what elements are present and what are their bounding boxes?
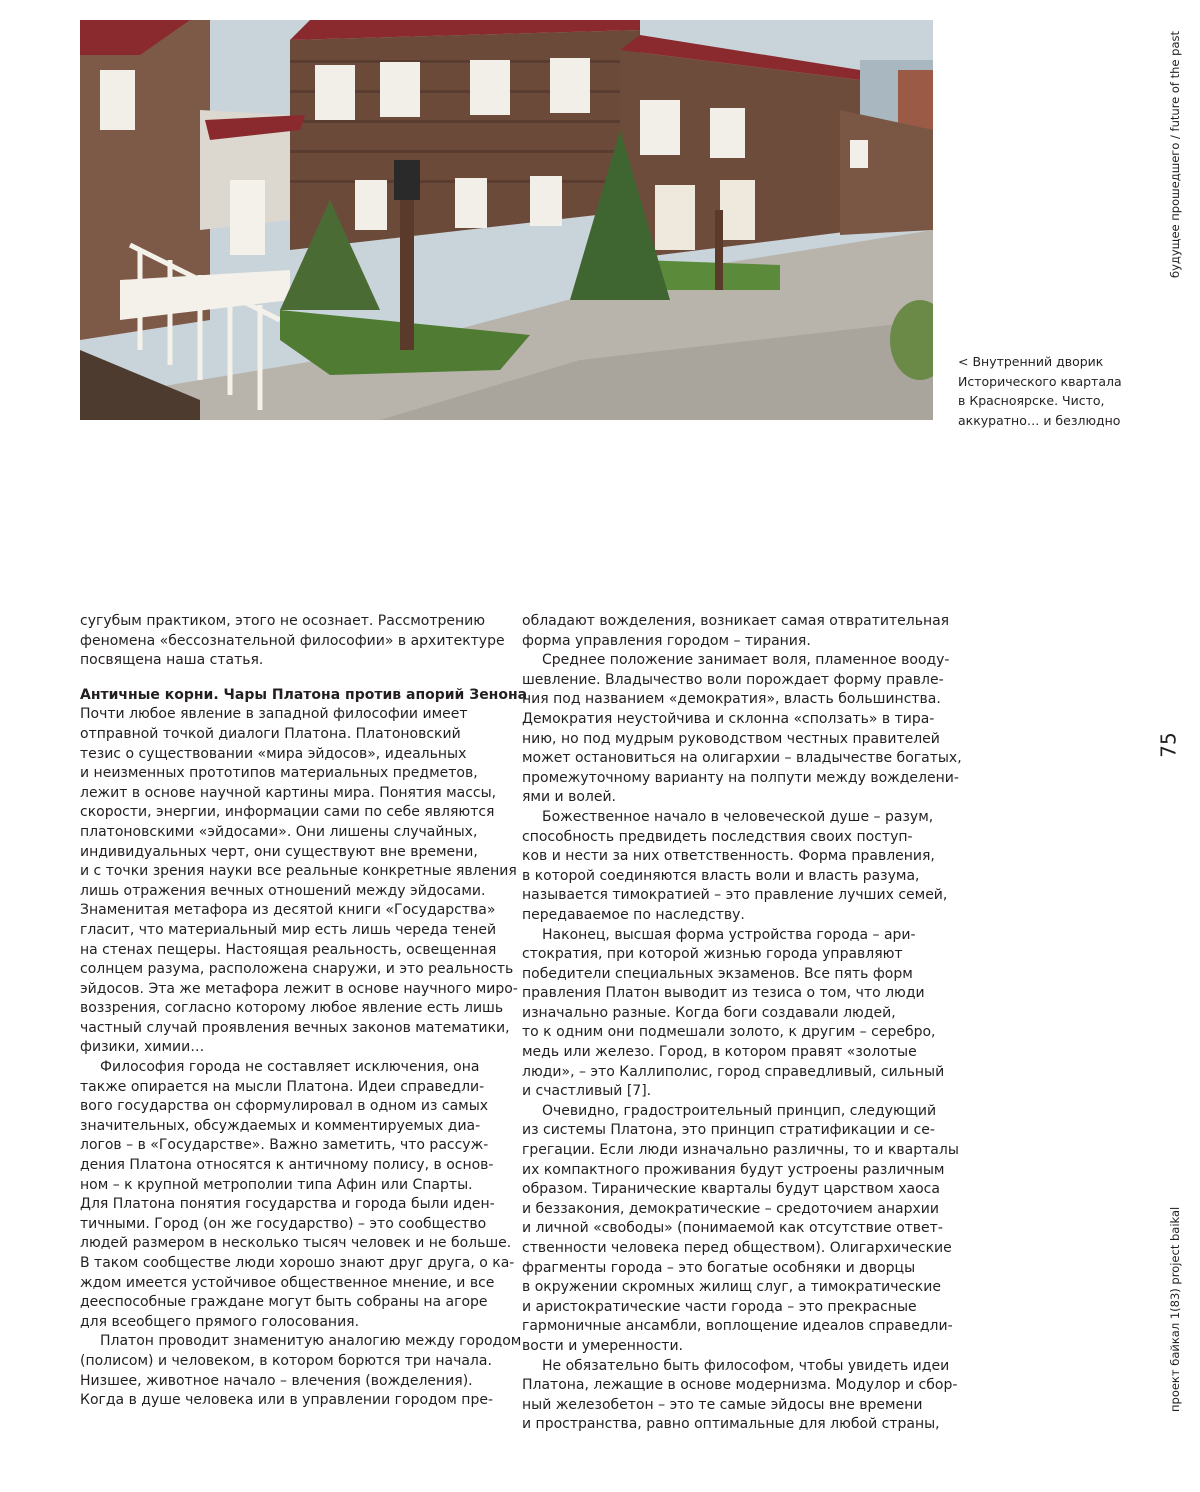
text-line: Почти любое явление в западной философии имеет bbox=[80, 706, 468, 723]
text-line: ственности человека перед обществом). Олигархические bbox=[522, 1240, 952, 1256]
text-line: физики, химии… bbox=[80, 1039, 205, 1056]
text-line: и аристократические части города – это прекрасные bbox=[522, 1298, 917, 1315]
text-line: и беззакония, демократические – средоточием анархии bbox=[522, 1200, 939, 1217]
text-line: ждом имеется устойчивое общественное мнение, и все bbox=[80, 1274, 495, 1291]
text-line: Низшее, животное начало – влечения (вожделения). bbox=[80, 1372, 473, 1389]
right-column bbox=[522, 612, 962, 1435]
text-line: частный случай проявления вечных законов математики, bbox=[80, 1019, 510, 1036]
text-line: тезис о существовании «мира эйдосов», идеальных bbox=[80, 745, 467, 762]
text-line: называется тимократией – это правление лучших семей, bbox=[522, 887, 948, 904]
text-line: Наконец, высшая форма устройства города – ари- bbox=[542, 926, 916, 943]
text-line: стократия, при которой жизнью города управляют bbox=[522, 946, 903, 963]
text-line: посвящена наша статья. bbox=[80, 652, 264, 669]
text-line: и личной «свободы» (понимаемой как отсутствие ответ- bbox=[522, 1220, 943, 1237]
text-line: ями и волей. bbox=[522, 789, 617, 806]
text-line: скорости, энергии, информации сами по себе являются bbox=[80, 804, 495, 821]
text-line: индивидуальных черт, они существуют вне времени, bbox=[80, 843, 478, 860]
text-line: образом. Тиранические кварталы будут царством хаоса bbox=[522, 1181, 940, 1198]
text-line: дения Платона относятся к античному полису, в основ- bbox=[80, 1157, 494, 1174]
text-line: феномена «бессознательной философии» в архитектуре bbox=[80, 632, 505, 649]
section-title: будущее прошедшего / future of the past bbox=[1168, 30, 1182, 278]
text-line: В таком сообществе люди хорошо знают друг друга, о ка- bbox=[80, 1255, 515, 1271]
text-line: в которой соединяются власть воли и власть разума, bbox=[522, 867, 920, 884]
text-line: Когда в душе человека или в управлении городом пре- bbox=[80, 1392, 494, 1409]
text-line: солнцем разума, расположена снаружи, и это реальность bbox=[80, 961, 514, 978]
text-line: и с точки зрения науки все реальные конкретные явления bbox=[80, 863, 517, 880]
caption-line: < Внутренний дворик bbox=[958, 354, 1104, 369]
text-line: лежит в основе научной картины мира. Понятия массы, bbox=[80, 784, 497, 801]
text-line: гласит, что материальный мир есть лишь череда теней bbox=[80, 921, 497, 938]
text-line: людей размером в несколько тысяч человек и не больше. bbox=[80, 1235, 512, 1252]
text-line: Божественное начало в человеческой душе – разум, bbox=[542, 808, 934, 825]
text-line: ков и нести за них ответственность. Форма правления, bbox=[522, 848, 935, 865]
text-line: Философия города не составляет исключения, она bbox=[100, 1059, 480, 1076]
text-line: ном – к крупной метрополии типа Афин или Спарты. bbox=[80, 1176, 473, 1193]
text-line: их компактного проживания будут устроены различным bbox=[522, 1161, 945, 1178]
text-line: промежуточному варианту на полпути между вожделени- bbox=[522, 769, 959, 786]
text-line: на стенах пещеры. Настоящая реальность, освещенная bbox=[80, 941, 497, 958]
caption-line: аккуратно… и безлюдно bbox=[958, 412, 1121, 428]
text-line: гармоничные ансамбли, воплощение идеалов справедли- bbox=[522, 1318, 953, 1335]
left-column bbox=[80, 612, 528, 1411]
text-line: сугубым практиком, этого не осознает. Рассмотрению bbox=[80, 613, 486, 629]
text-line: Очевидно, градостроительный принцип, следующий bbox=[542, 1102, 937, 1119]
magazine-title: проект байкал 1(83) project baikal bbox=[1168, 1206, 1182, 1412]
text-line: способность предвидеть последствия своих поступ- bbox=[522, 828, 913, 845]
text-line: дееспособные граждане могут быть собраны на агоре bbox=[80, 1294, 488, 1311]
text-line: логов – в «Государстве». Важно заметить, что рассуж- bbox=[80, 1137, 489, 1154]
page-number: 75 bbox=[1156, 732, 1181, 758]
text-line: нию, но под мудрым руководством честных правителей bbox=[522, 730, 940, 747]
text-line: в окружении скромных жилищ слуг, а тимократические bbox=[522, 1279, 941, 1296]
text-line: также опирается на мысли Платона. Идеи справедли- bbox=[80, 1078, 485, 1095]
text-line: лишь отражения вечных отношений между эйдосами. bbox=[80, 882, 486, 899]
text-line: и неизменных прототипов материальных предметов, bbox=[80, 765, 478, 782]
caption-line: в Красноярске. Чисто, bbox=[958, 393, 1105, 408]
text-line: из системы Платона, это принцип стратификации и се- bbox=[522, 1122, 935, 1139]
text-line: тичными. Город (он же государство) – это сообщество bbox=[80, 1215, 487, 1232]
text-line: то к одним они подмешали золото, к другим – серебро, bbox=[522, 1024, 936, 1041]
text-line: и счастливый [7]. bbox=[522, 1083, 652, 1100]
text-line: ный железобетон – это те самые эйдосы вне времени bbox=[522, 1396, 923, 1413]
text-line: Платон проводит знаменитую аналогию между городом bbox=[100, 1333, 522, 1350]
text-line: шевление. Владычество воли порождает форму правле- bbox=[522, 671, 944, 688]
text-line: платоновскими «эйдосами». Они лишены случайных, bbox=[80, 823, 478, 840]
text-line: Знаменитая метафора из десятой книги «Государства» bbox=[80, 902, 496, 919]
text-line: медь или железо. Город, в котором правят «золотые bbox=[522, 1044, 917, 1061]
section-heading: Античные корни. Чары Платона против апорий Зенона bbox=[80, 686, 528, 703]
text-line: обладают вожделения, возникает самая отвратительная bbox=[522, 613, 950, 629]
text-line: (полисом) и человеком, в котором борются три начала. bbox=[80, 1352, 492, 1369]
text-line: Не обязательно быть философом, чтобы увидеть идеи bbox=[542, 1357, 950, 1374]
text-line: вости и умеренности. bbox=[522, 1337, 683, 1354]
text-line: Для Платона понятия государства и города были иден- bbox=[80, 1196, 495, 1213]
photo-caption bbox=[958, 352, 1133, 430]
text-line: передаваемое по наследству. bbox=[522, 906, 745, 923]
courtyard-illustration bbox=[80, 20, 933, 420]
text-line: значительных, обсуждаемых и комментируемых диа- bbox=[80, 1117, 481, 1134]
text-line: может остановиться на олигархии – владычестве богатых, bbox=[522, 750, 962, 767]
text-line: изначально разные. Когда боги создавали людей, bbox=[522, 1004, 896, 1021]
text-line: воззрения, согласно которому любое явление есть лишь bbox=[80, 1000, 504, 1017]
text-line: вого государства он сформулировал в одном из самых bbox=[80, 1098, 489, 1115]
courtyard-photo bbox=[80, 20, 933, 420]
text-line: грегации. Если люди изначально различны, то и кварталы bbox=[522, 1142, 959, 1159]
text-line: Демократия неустойчива и склонна «сползать» в тира- bbox=[522, 710, 935, 727]
text-line: форма управления городом – тирания. bbox=[522, 632, 811, 649]
text-line: Среднее положение занимает воля, пламенное вооду- bbox=[542, 652, 950, 669]
caption-line: Исторического квартала bbox=[958, 373, 1122, 389]
text-line: отправной точкой диалоги Платона. Платоновский bbox=[80, 725, 461, 742]
text-line: и пространства, равно оптимальные для любой страны, bbox=[522, 1416, 940, 1433]
text-line: Платона, лежащие в основе модернизма. Модулор и сбор- bbox=[522, 1377, 958, 1394]
text-line: фрагменты города – это богатые особняки и дворцы bbox=[522, 1259, 916, 1276]
text-line: для всеобщего прямого голосования. bbox=[80, 1313, 360, 1330]
text-line: ния под названием «демократия», власть большинства. bbox=[522, 691, 941, 708]
text-line: победители специальных экзаменов. Все пять форм bbox=[522, 965, 913, 982]
text-line: эйдосов. Эта же метафора лежит в основе научного миро- bbox=[80, 980, 518, 997]
text-line: правления Платон выводит из тезиса о том, что люди bbox=[522, 985, 925, 1002]
text-line: люди», – это Каллиполис, город справедливый, сильный bbox=[522, 1063, 945, 1080]
